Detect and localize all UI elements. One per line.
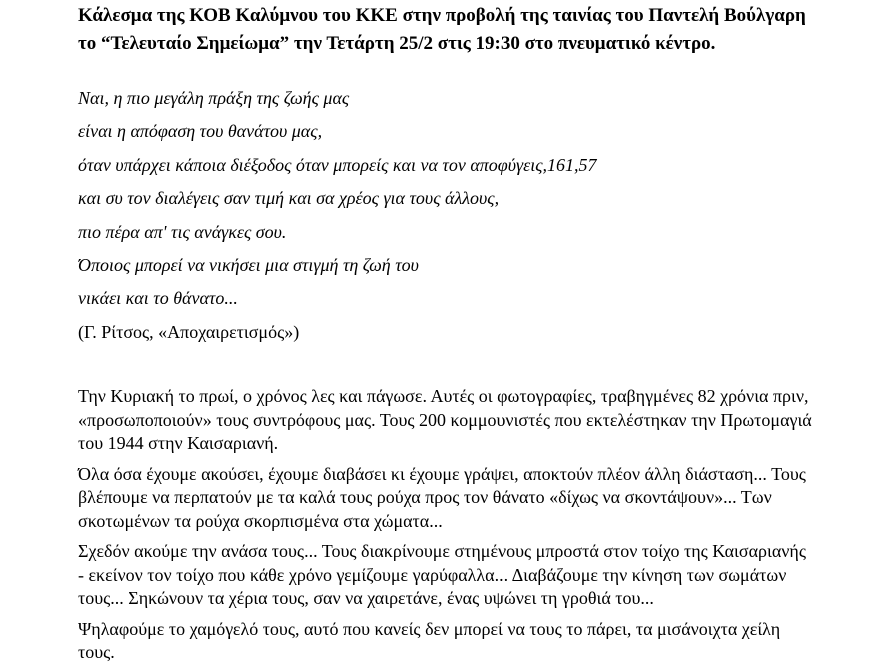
poem-attribution: (Γ. Ρίτσος, «Αποχαιρετισμός») bbox=[78, 321, 300, 342]
article-body bbox=[78, 385, 816, 665]
poem-line: όταν υπάρχει κάποια διέξοδος όταν μπορείς και να τον αποφύγεις,161,57 bbox=[78, 154, 597, 175]
poem-line: νικάει και το θάνατο... bbox=[78, 288, 238, 309]
document-page bbox=[78, 0, 816, 672]
body-paragraph: Όλα όσα έχουμε ακούσει, έχουμε διαβάσει κι έχουμε γράψει, αποκτούν πλέον άλλη διάσταση... Τους βλέπουμε να περπατούν με τα καλά τους ρούχα προς τον θάνατο «δίχως να σκοντάψουν»... Των σκοτωμένων τα ρούχα σκορπισμένα στα χώματα... bbox=[78, 463, 806, 531]
poem-block bbox=[78, 82, 816, 349]
poem-line: είναι η απόφαση του θανάτου μας, bbox=[78, 121, 323, 142]
document-heading: Κάλεσμα της ΚΟΒ Καλύμνου του ΚΚΕ στην προβολή της ταινίας του Παντελή Βούλγαρη το “Τελευταίο Σημείωμα” την Τετάρτη 25/2 στις 19:30 στο πνευματικό κέντρο. bbox=[78, 5, 806, 54]
poem-line: Όποιος μπορεί να νικήσει μια στιγμή τη ζωή του bbox=[78, 255, 419, 276]
poem-line: Ναι, η πιο μεγάλη πράξη της ζωής μας bbox=[78, 88, 350, 108]
body-paragraph: Την Κυριακή το πρωί, ο χρόνος λες και πάγωσε. Αυτές οι φωτογραφίες, τραβηγμένες 82 χρόνια πριν, «προσωποποιούν» τους συντρόφους μας. Τους 200 κομμουνιστές που εκτελέστηκαν την Πρωτομαγιά του 1944 στην Καισαριανή. bbox=[78, 386, 812, 454]
body-paragraph: Ψηλαφούμε το χαμόγελό τους, αυτό που κανείς δεν μπορεί να τους το πάρει, τα μισάνοιχτα χείλη τους. bbox=[78, 618, 781, 663]
body-paragraph: Σχεδόν ακούμε την ανάσα τους... Τους διακρίνουμε στημένους μπροστά στον τοίχο της Καισαριανής - εκείνον τον τοίχο που κάθε χρόνο γεμίζουμε γαρύφαλλα... Διαβάζουμε την κίνηση των σωμάτων τους... Σηκώνουν τα χέρια τους, σαν να χαιρετάνε, ένας υψώνει τη γροθιά του... bbox=[78, 541, 806, 609]
poem-line: πιο πέρα απ' τις ανάγκες σου. bbox=[78, 221, 287, 242]
poem-line: και συ τον διαλέγεις σαν τιμή και σα χρέος για τους άλλους, bbox=[78, 188, 500, 209]
